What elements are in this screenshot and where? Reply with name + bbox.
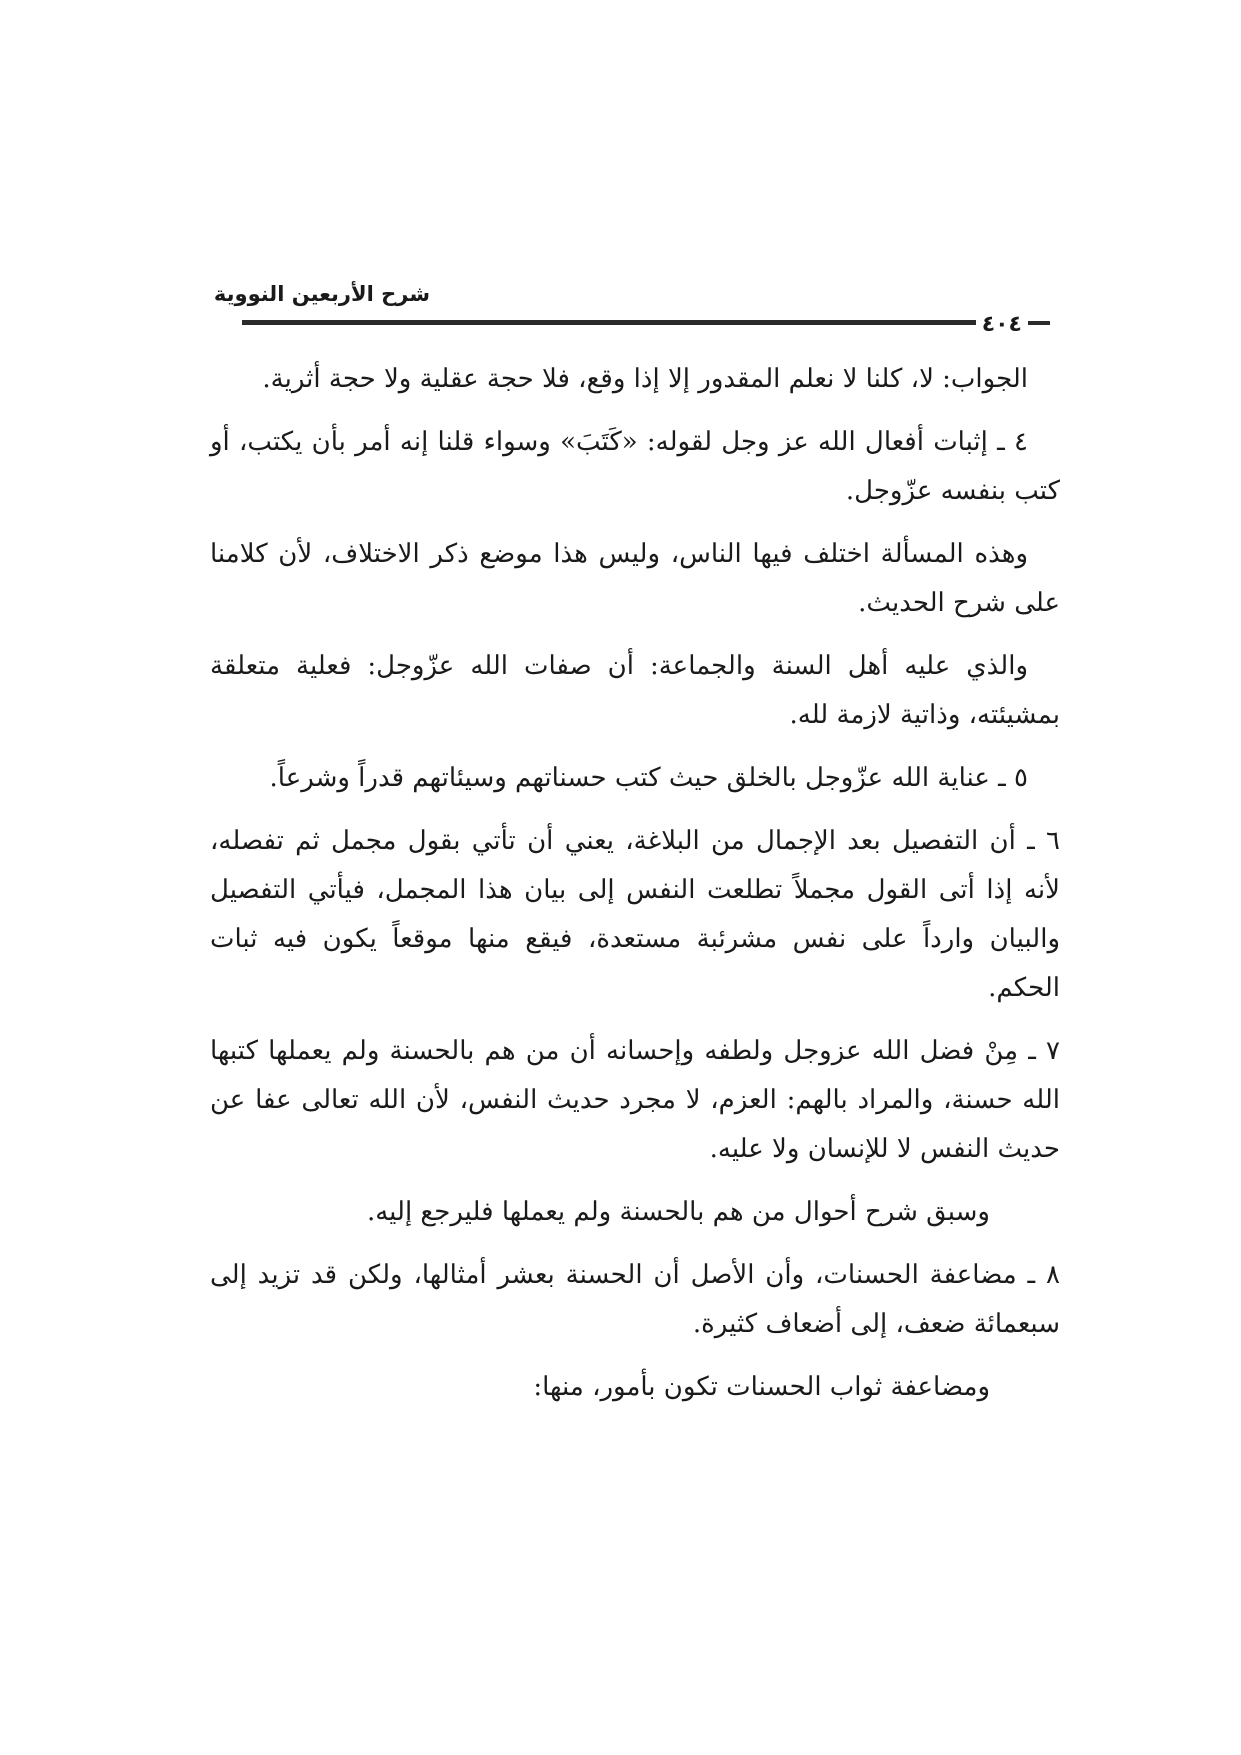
paragraph-multiplication: ومضاعفة ثواب الحسنات تكون بأمور، منها:: [533, 1372, 990, 1402]
header-rule-end: [1028, 321, 1050, 325]
paragraph-point-7: ٧ ـ مِنْ فضل الله عزوجل ولطفه وإحسانه أن من هم بالحسنة ولم يعملها كتبها الله حسنة، والمراد بالهم: العزم، لا مجرد حديث النفس، لأن الله تعالى عفا عن حديث النفس لا للإنسان ولا عليه.: [210, 1036, 1060, 1164]
paragraph-ahl-sunnah: والذي عليه أهل السنة والجماعة: أن صفات الله عزّوجل: فعلية متعلقة بمشيئته، وذاتية لازمة لله.: [210, 651, 1060, 730]
page-number: ٤٠٤: [976, 312, 1028, 337]
paragraph-point-8: ٨ ـ مضاعفة الحسنات، وأن الأصل أن الحسنة بعشر أمثالها، ولكن قد تزيد إلى سبعمائة ضعف، إلى أضعاف كثيرة.: [210, 1260, 1060, 1339]
paragraph-answer: الجواب: لا، كلنا لا نعلم المقدور إلا إذا وقع، فلا حجة عقلية ولا حجة أثرية.: [262, 364, 1028, 394]
paragraph-point-6: ٦ ـ أن التفصيل بعد الإجمال من البلاغة، يعني أن تأتي بقول مجمل ثم تفصله، لأنه إذا أتى القول مجملاً تطلعت النفس إلى بيان هذا المجمل، فيأتي التفصيل والبيان وارداً على نفس مشرئبة مستعدة، فيقع منها موقعاً يكون فيه ثبات الحكم.: [210, 826, 1060, 1003]
running-title: شرح الأربعين النووية: [213, 282, 430, 306]
paragraph-point-5: ٥ ـ عناية الله عزّوجل بالخلق حيث كتب حسناتهم وسيئاتهم قدراً وشرعاً.: [269, 763, 1028, 793]
page-header: [213, 282, 1050, 337]
paragraph-point-4: ٤ ـ إثبات أفعال الله عز وجل لقوله: «كَتَبَ» وسواء قلنا إنه أمر بأن يكتب، أو كتب بنفسه عزّوجل.: [210, 427, 1060, 506]
paragraph-see-earlier: وسبق شرح أحوال من هم بالحسنة ولم يعملها فليرجع إليه.: [366, 1197, 990, 1227]
paragraph-disagreement: وهذه المسألة اختلف فيها الناس، وليس هذا موضع ذكر الاختلاف، لأن كلامنا على شرح الحديث.: [210, 539, 1060, 618]
header-rule: [242, 320, 980, 325]
body-text: [210, 355, 1060, 1426]
